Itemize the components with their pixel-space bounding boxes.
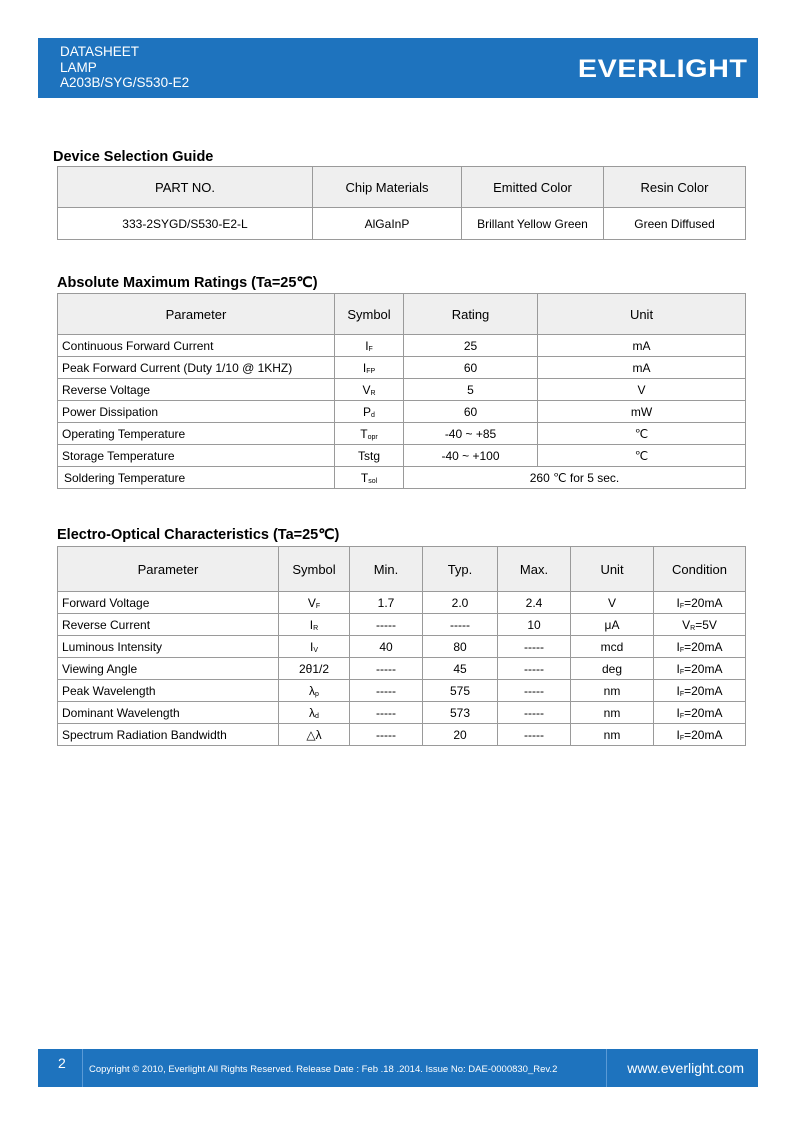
symbol-sub: V bbox=[313, 646, 318, 654]
cell-rating: -40 ~ +100 bbox=[404, 445, 538, 467]
cell-symbol bbox=[335, 467, 404, 489]
col-rating: Rating bbox=[404, 294, 538, 335]
symbol-main: T bbox=[360, 470, 369, 485]
cell-min: ----- bbox=[350, 702, 423, 724]
footer-divider bbox=[82, 1049, 83, 1087]
symbol-main: P bbox=[363, 404, 372, 419]
section-title-selection: Device Selection Guide bbox=[53, 149, 214, 165]
condition-main: I bbox=[676, 727, 680, 742]
symbol-main: I bbox=[309, 639, 314, 654]
cell-min: ----- bbox=[350, 614, 423, 636]
condition-sub: R bbox=[690, 624, 696, 632]
condition-value: =20mA bbox=[684, 661, 723, 676]
table-row bbox=[58, 636, 746, 658]
cell-unit: nm bbox=[571, 702, 654, 724]
cell-parameter: Peak Wavelength bbox=[58, 680, 279, 702]
cell-typ: 20 bbox=[423, 724, 498, 746]
symbol-main: V bbox=[362, 382, 371, 397]
cell-typ: ----- bbox=[423, 614, 498, 636]
cell-rating: 60 bbox=[404, 357, 538, 379]
cell-unit: deg bbox=[571, 658, 654, 680]
doc-line-datasheet: DATASHEET bbox=[60, 44, 140, 59]
condition-main: I bbox=[676, 639, 680, 654]
cell-typ: 573 bbox=[423, 702, 498, 724]
cell-max: ----- bbox=[498, 636, 571, 658]
cell-parameter: Storage Temperature bbox=[58, 445, 335, 467]
symbol-sub: sol bbox=[368, 477, 378, 485]
cell-resin-color: Green Diffused bbox=[604, 208, 746, 240]
cell-symbol bbox=[335, 335, 404, 357]
cell-unit: ℃ bbox=[538, 423, 746, 445]
condition-sub: F bbox=[679, 646, 685, 654]
symbol-sub: p bbox=[315, 690, 319, 698]
cell-unit: mcd bbox=[571, 636, 654, 658]
symbol-sub: F bbox=[368, 345, 373, 353]
cell-parameter: Power Dissipation bbox=[58, 401, 335, 423]
cell-rating: -40 ~ +85 bbox=[404, 423, 538, 445]
col-max: Max. bbox=[498, 547, 571, 592]
col-min: Min. bbox=[350, 547, 423, 592]
symbol-sub: opr bbox=[367, 433, 378, 441]
cell-parameter: Operating Temperature bbox=[58, 423, 335, 445]
cell-symbol bbox=[279, 680, 350, 702]
section-title-eoc: Electro-Optical Characteristics (Ta=25℃) bbox=[57, 527, 340, 543]
condition-value: =20mA bbox=[684, 595, 723, 610]
cell-typ: 2.0 bbox=[423, 592, 498, 614]
symbol-main: 2θ1/2 bbox=[298, 661, 330, 676]
footer-divider bbox=[606, 1049, 607, 1087]
copyright-text: Copyright © 2010, Everlight All Rights Reserved. Release Date : Feb .18 .2014. Issue No: DAE-0000830_Rev.2 bbox=[89, 1064, 558, 1075]
cell-condition bbox=[654, 636, 746, 658]
cell-parameter: Dominant Wavelength bbox=[58, 702, 279, 724]
symbol-sub: R bbox=[370, 389, 376, 397]
footer-bar bbox=[38, 1049, 758, 1087]
col-typ: Typ. bbox=[423, 547, 498, 592]
cell-typ: 575 bbox=[423, 680, 498, 702]
cell-parameter: Viewing Angle bbox=[58, 658, 279, 680]
symbol-main: T bbox=[360, 426, 368, 441]
page-number: 2 bbox=[58, 1055, 66, 1071]
cell-min: ----- bbox=[350, 680, 423, 702]
symbol-main: I bbox=[362, 360, 367, 375]
cell-symbol bbox=[279, 614, 350, 636]
cell-parameter: Reverse Current bbox=[58, 614, 279, 636]
col-symbol: Symbol bbox=[335, 294, 404, 335]
cell-min: 40 bbox=[350, 636, 423, 658]
symbol-main: I bbox=[309, 617, 314, 632]
cell-condition bbox=[654, 702, 746, 724]
condition-sub: F bbox=[679, 734, 685, 742]
col-condition: Condition bbox=[654, 547, 746, 592]
table-row bbox=[58, 614, 746, 636]
cell-min: ----- bbox=[350, 658, 423, 680]
condition-sub: F bbox=[679, 668, 685, 676]
col-unit: Unit bbox=[571, 547, 654, 592]
condition-sub: F bbox=[679, 712, 685, 720]
section-title-amr: Absolute Maximum Ratings (Ta=25℃) bbox=[57, 275, 318, 291]
cell-max: ----- bbox=[498, 702, 571, 724]
symbol-main: λ bbox=[309, 683, 316, 698]
cell-condition bbox=[654, 680, 746, 702]
everlight-logo: EVERLIGHT bbox=[578, 55, 748, 83]
cell-symbol bbox=[279, 636, 350, 658]
cell-max: ----- bbox=[498, 724, 571, 746]
table-row bbox=[58, 208, 746, 240]
symbol-sub: F bbox=[315, 602, 321, 610]
condition-main: I bbox=[676, 595, 680, 610]
header-bar bbox=[38, 38, 758, 98]
cell-solder-value: 260 ℃ for 5 sec. bbox=[404, 467, 746, 489]
cell-chip-materials: AlGaInP bbox=[313, 208, 462, 240]
eoc-table bbox=[57, 546, 746, 746]
doc-line-lamp: LAMP bbox=[60, 59, 97, 75]
table-row bbox=[58, 423, 746, 445]
cell-symbol bbox=[335, 357, 404, 379]
selection-table bbox=[57, 166, 746, 240]
cell-min: ----- bbox=[350, 724, 423, 746]
condition-value: =20mA bbox=[684, 727, 723, 742]
cell-condition bbox=[654, 658, 746, 680]
col-parameter: Parameter bbox=[58, 294, 335, 335]
cell-unit: nm bbox=[571, 680, 654, 702]
cell-part-no: 333-2SYGD/S530-E2-L bbox=[58, 208, 313, 240]
cell-rating: 5 bbox=[404, 379, 538, 401]
cell-max: ----- bbox=[498, 658, 571, 680]
condition-value: =20mA bbox=[684, 705, 723, 720]
cell-symbol bbox=[279, 702, 350, 724]
website-link[interactable]: www.everlight.com bbox=[627, 1060, 744, 1076]
cell-parameter: Reverse Voltage bbox=[58, 379, 335, 401]
table-row bbox=[58, 445, 746, 467]
cell-condition bbox=[654, 724, 746, 746]
cell-symbol bbox=[279, 724, 350, 746]
col-unit: Unit bbox=[538, 294, 746, 335]
cell-max: 2.4 bbox=[498, 592, 571, 614]
condition-value: =5V bbox=[695, 617, 717, 632]
col-resin-color: Resin Color bbox=[604, 167, 746, 208]
cell-symbol bbox=[335, 379, 404, 401]
cell-unit: mA bbox=[538, 335, 746, 357]
cell-parameter: Forward Voltage bbox=[58, 592, 279, 614]
symbol-main: V bbox=[307, 595, 316, 610]
cell-unit: V bbox=[571, 592, 654, 614]
table-row bbox=[58, 357, 746, 379]
condition-main: I bbox=[676, 661, 680, 676]
cell-symbol bbox=[279, 658, 350, 680]
cell-unit: nm bbox=[571, 724, 654, 746]
cell-parameter: Peak Forward Current (Duty 1/10 @ 1KHZ) bbox=[58, 357, 335, 379]
cell-unit: μA bbox=[571, 614, 654, 636]
symbol-sub: d bbox=[371, 411, 375, 419]
table-row bbox=[58, 467, 746, 489]
document-type bbox=[60, 44, 189, 91]
cell-parameter: Continuous Forward Current bbox=[58, 335, 335, 357]
cell-symbol bbox=[335, 445, 404, 467]
cell-unit: mA bbox=[538, 357, 746, 379]
symbol-main: I bbox=[365, 338, 369, 353]
cell-rating: 25 bbox=[404, 335, 538, 357]
table-row bbox=[58, 592, 746, 614]
symbol-sub: FP bbox=[366, 367, 376, 375]
table-row bbox=[58, 379, 746, 401]
symbol-sub: d bbox=[315, 712, 319, 720]
table-row bbox=[58, 401, 746, 423]
cell-rating: 60 bbox=[404, 401, 538, 423]
table-row bbox=[58, 702, 746, 724]
condition-value: =20mA bbox=[684, 639, 723, 654]
condition-value: =20mA bbox=[684, 683, 723, 698]
symbol-main: λ bbox=[309, 705, 316, 720]
table-row bbox=[58, 335, 746, 357]
condition-main: I bbox=[676, 705, 680, 720]
col-parameter: Parameter bbox=[58, 547, 279, 592]
cell-typ: 80 bbox=[423, 636, 498, 658]
cell-max: ----- bbox=[498, 680, 571, 702]
cell-parameter: Luminous Intensity bbox=[58, 636, 279, 658]
condition-main: V bbox=[682, 617, 691, 632]
condition-main: I bbox=[676, 683, 680, 698]
cell-max: 10 bbox=[498, 614, 571, 636]
cell-parameter: Soldering Temperature bbox=[58, 467, 335, 489]
symbol-sub: R bbox=[313, 624, 319, 632]
symbol-main: Tstg bbox=[357, 448, 380, 463]
cell-min: 1.7 bbox=[350, 592, 423, 614]
cell-unit: V bbox=[538, 379, 746, 401]
cell-condition bbox=[654, 614, 746, 636]
doc-line-part: A203B/SYG/S530-E2 bbox=[60, 75, 190, 90]
amr-table bbox=[57, 293, 746, 489]
cell-unit: ℃ bbox=[538, 445, 746, 467]
table-row bbox=[58, 680, 746, 702]
cell-symbol bbox=[335, 423, 404, 445]
cell-emitted-color: Brillant Yellow Green bbox=[462, 208, 604, 240]
cell-typ: 45 bbox=[423, 658, 498, 680]
condition-sub: F bbox=[679, 690, 685, 698]
cell-symbol bbox=[335, 401, 404, 423]
cell-unit: mW bbox=[538, 401, 746, 423]
table-row bbox=[58, 658, 746, 680]
cell-condition bbox=[654, 592, 746, 614]
cell-parameter: Spectrum Radiation Bandwidth bbox=[58, 724, 279, 746]
col-symbol: Symbol bbox=[279, 547, 350, 592]
table-row bbox=[58, 724, 746, 746]
col-emitted-color: Emitted Color bbox=[462, 167, 604, 208]
col-part-no: PART NO. bbox=[58, 167, 313, 208]
symbol-main: △λ bbox=[306, 727, 322, 742]
cell-symbol bbox=[279, 592, 350, 614]
col-chip-materials: Chip Materials bbox=[313, 167, 462, 208]
condition-sub: F bbox=[679, 602, 685, 610]
